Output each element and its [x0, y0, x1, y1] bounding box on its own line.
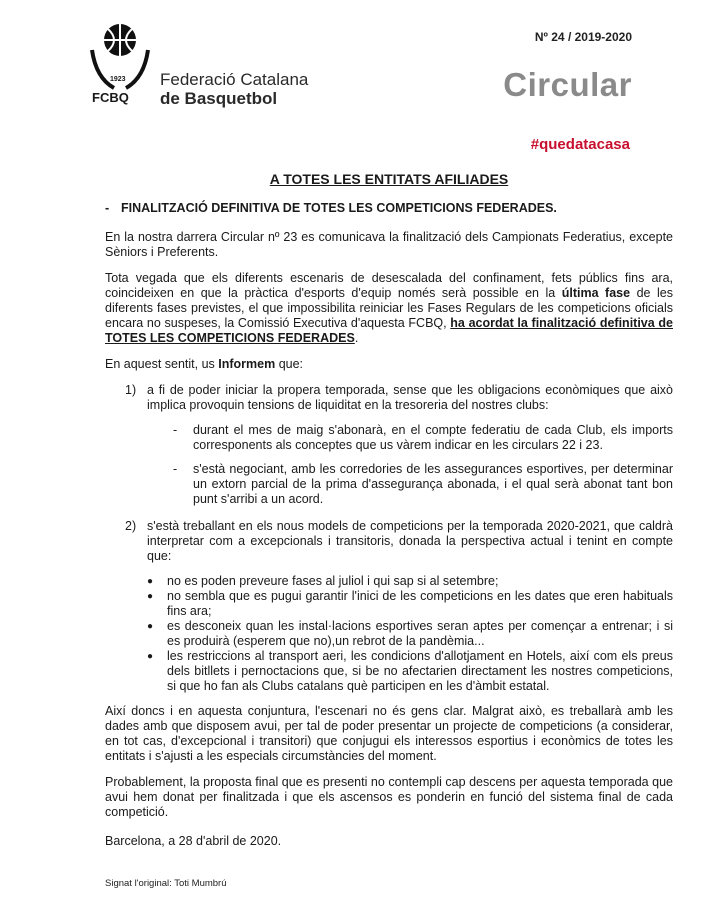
numbered-item-2: [125, 519, 673, 564]
paragraph-1: En la nostra darrera Circular nº 23 es comunicava la finalització dels Campionats Federatius, excepte Sèniors i Preferents.: [105, 230, 673, 259]
logo-year: 1923: [110, 76, 126, 83]
bullet-icon: ●: [147, 621, 154, 632]
p3-part-a: En aquest sentit, us: [105, 357, 219, 371]
list-item: [147, 574, 673, 589]
p3-bold-informem: Informem: [218, 357, 276, 371]
bullet-text: les restriccions al transport aeri, les condicions d'allotjament en Hotels, així com els preus dels bitllets i pernoctacions que, si be no afectarien directament les nostres competicions, si que ho fan als Clubs catalans què participen en les d'àmbit estatal.: [167, 649, 673, 693]
list-item: [147, 619, 673, 649]
org-line-1: Federació Catalana: [160, 70, 309, 89]
dash-item-1: [173, 423, 673, 453]
doc-heading: A TOTES LES ENTITATS AFILIADES: [269, 171, 509, 187]
dash-marker: -: [173, 462, 178, 476]
bullet-icon: ●: [147, 576, 154, 587]
doc-subheading: [105, 201, 673, 216]
dash-text: durant el mes de maig s'abonarà, en el compte federatiu de cada Club, els imports corresponents als conceptes que us vàrem indicar en les circulars 22 i 23.: [193, 423, 673, 452]
p3-part-c: que:: [275, 357, 304, 371]
item-text: a fi de poder iniciar la propera temporada, sense que les obligacions econòmiques que això implica provoquin tensions de liquiditat en la tresoreria del nostres clubs:: [147, 383, 673, 412]
p2-underlined-agreement: ha acordat la finalització definitiva de TOTES LES COMPETICIONS FEDERADES: [105, 316, 673, 345]
bullet-text: es desconeix quan les instal·lacions esportives seran aptes per començar a entrenar; i si es produirà (esperem que no),un rebrot de la pandèmia...: [167, 619, 673, 648]
p2-part-c: de les diferents fases previstes, el que impossibilita reiniciar les Fases Regulars de les competicions oficials encara no suspeses, la Comissió Executiva d'aquesta FCBQ,: [105, 286, 673, 330]
bullet-icon: ●: [147, 591, 154, 602]
circular-body: [105, 172, 673, 860]
p2-bold-ultima-fase: última fase: [561, 286, 631, 300]
paragraph-4: Així doncs i en aquesta conjuntura, l'escenari no és gens clar. Malgrat això, es treballarà amb les dades amb que disposem avui, per tal de poder presentar un projecte de competicions (a considerar, en tot cas, d'excepcional i transitori) que conjugui els interessos esportius i econòmics de totes les entitats i s'ajusti a les especials circumstàncies del moment.: [105, 704, 673, 763]
list-item: [147, 589, 673, 619]
organization-name: [160, 70, 308, 108]
hashtag: #quedatacasa: [530, 136, 630, 153]
circular-title: Circular: [503, 66, 632, 103]
paragraph-5: Probablement, la proposta final que es presenti no contempli cap descens per aquesta temporada que avui hem donat per finalitzada i que els ascensos es ponderin en funció del sistema final de cada competició.: [105, 775, 673, 819]
dash-item-2: [173, 462, 673, 507]
p2-period: .: [354, 331, 359, 345]
item-text: s'està treballant en els nous models de competicions per la temporada 2020-2021, que caldrà interpretar com a excepcionals i transitoris, donada la perspectiva actual i tenint en compte que:: [147, 519, 673, 563]
bullet-icon: ●: [147, 651, 154, 662]
numbered-item-1: [125, 383, 673, 413]
subheading-text: FINALITZACIÓ DEFINITIVA DE TOTES LES COMPETICIONS FEDERADES.: [121, 201, 557, 215]
paragraph-3: [105, 357, 673, 372]
bullet-list: [147, 574, 673, 694]
list-item: [147, 649, 673, 694]
bullet-text: no sembla que es pugui garantir l'inici de les competicions en les dates que eren habituals fins ara;: [167, 589, 673, 618]
item-number: 2): [125, 519, 137, 533]
item-number: 1): [125, 383, 137, 397]
org-line-2: de Basquetbol: [160, 89, 278, 108]
circular-number: Nº 24 / 2019-2020: [534, 30, 632, 44]
date-line: Barcelona, a 28 d'abril de 2020.: [105, 834, 282, 848]
fcbq-logo: [86, 20, 156, 110]
dash-text: s'està negociant, amb les corredories de les assegurances esportives, per determinar un extorn parcial de la prima d'assegurança abonada, i el qual serà abonat tant bon punt s'arribi a un acord.: [193, 462, 673, 506]
subheading-dash: -: [105, 201, 110, 215]
signature-line: Signat l'original: Toti Mumbrú: [105, 878, 227, 889]
p2-part-a: Tota vegada que els diferents escenaris de desescalada del confinament, fets públics fins ara, coincideixen en que la pràctica d'esports d'equip només serà possible en la: [105, 271, 673, 300]
logo-abbr: FCBQ: [92, 90, 129, 105]
bullet-text: no es poden preveure fases al juliol i qui sap si al setembre;: [167, 574, 499, 588]
paragraph-2: [105, 271, 673, 346]
dash-marker: -: [173, 423, 178, 437]
